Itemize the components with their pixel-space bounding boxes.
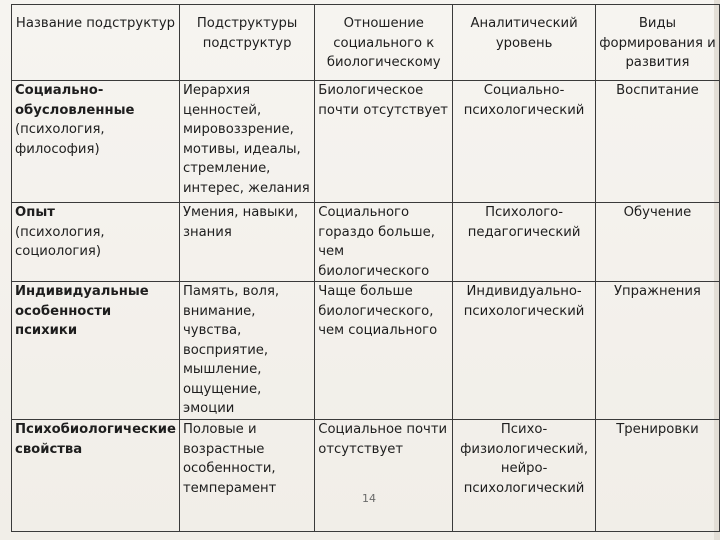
row-substructures: Память, воля, внимание, чувства, восприятие, мышление, ощущение, эмоции (179, 282, 314, 420)
header-relation: Отношение социального к биологическому (315, 5, 453, 81)
header-formation: Виды формирования и развития (595, 5, 719, 81)
table-row (12, 420, 720, 532)
row-substructures: Иерархия ценностей, мировоззрение, мотивы, идеалы, стремление, интерес, желания (179, 81, 314, 203)
personality-structure-table (11, 4, 720, 532)
table-row (12, 203, 720, 282)
row-level: Социально-психологический (453, 81, 596, 203)
row-relation: Социальное почти отсутствует (315, 420, 453, 532)
row-name-cell (12, 282, 180, 420)
row-name-cell (12, 81, 180, 203)
header-name: Название подструктур (12, 5, 180, 81)
row-relation: Социального гораздо больше, чем биологического (315, 203, 453, 282)
row-level: Психо-физиологический, нейро-психологический (453, 420, 596, 532)
page-number: 14 (362, 492, 376, 505)
row-level: Психолого-педагогический (453, 203, 596, 282)
row-substructures: Умения, навыки, знания (179, 203, 314, 282)
table-row (12, 282, 720, 420)
row-name: Опыт (15, 205, 55, 220)
row-substructures: Половые и возрастные особенности, темперамент (179, 420, 314, 532)
row-formation: Воспитание (595, 81, 719, 203)
row-name: Индивидуальные особенности психики (15, 284, 149, 338)
row-relation: Чаще больше биологического, чем социального (315, 282, 453, 420)
row-name: Психобиологические свойства (15, 422, 176, 457)
row-formation: Обучение (595, 203, 719, 282)
row-name-sub: (психология, философия) (15, 122, 105, 157)
table-row (12, 81, 720, 203)
row-relation: Биологическое почти отсутствует (315, 81, 453, 203)
table-header-row (12, 5, 720, 81)
row-name: Социально-обусловленные (15, 83, 135, 118)
header-substructures: Подструктуры подструктур (179, 5, 314, 81)
row-name-cell (12, 420, 180, 532)
row-name-sub: (психология, социология) (15, 224, 105, 259)
row-level: Индивидуально-психологический (453, 282, 596, 420)
row-formation: Тренировки (595, 420, 719, 532)
header-level: Аналитический уровень (453, 5, 596, 81)
row-formation: Упражнения (595, 282, 719, 420)
row-name-cell (12, 203, 180, 282)
